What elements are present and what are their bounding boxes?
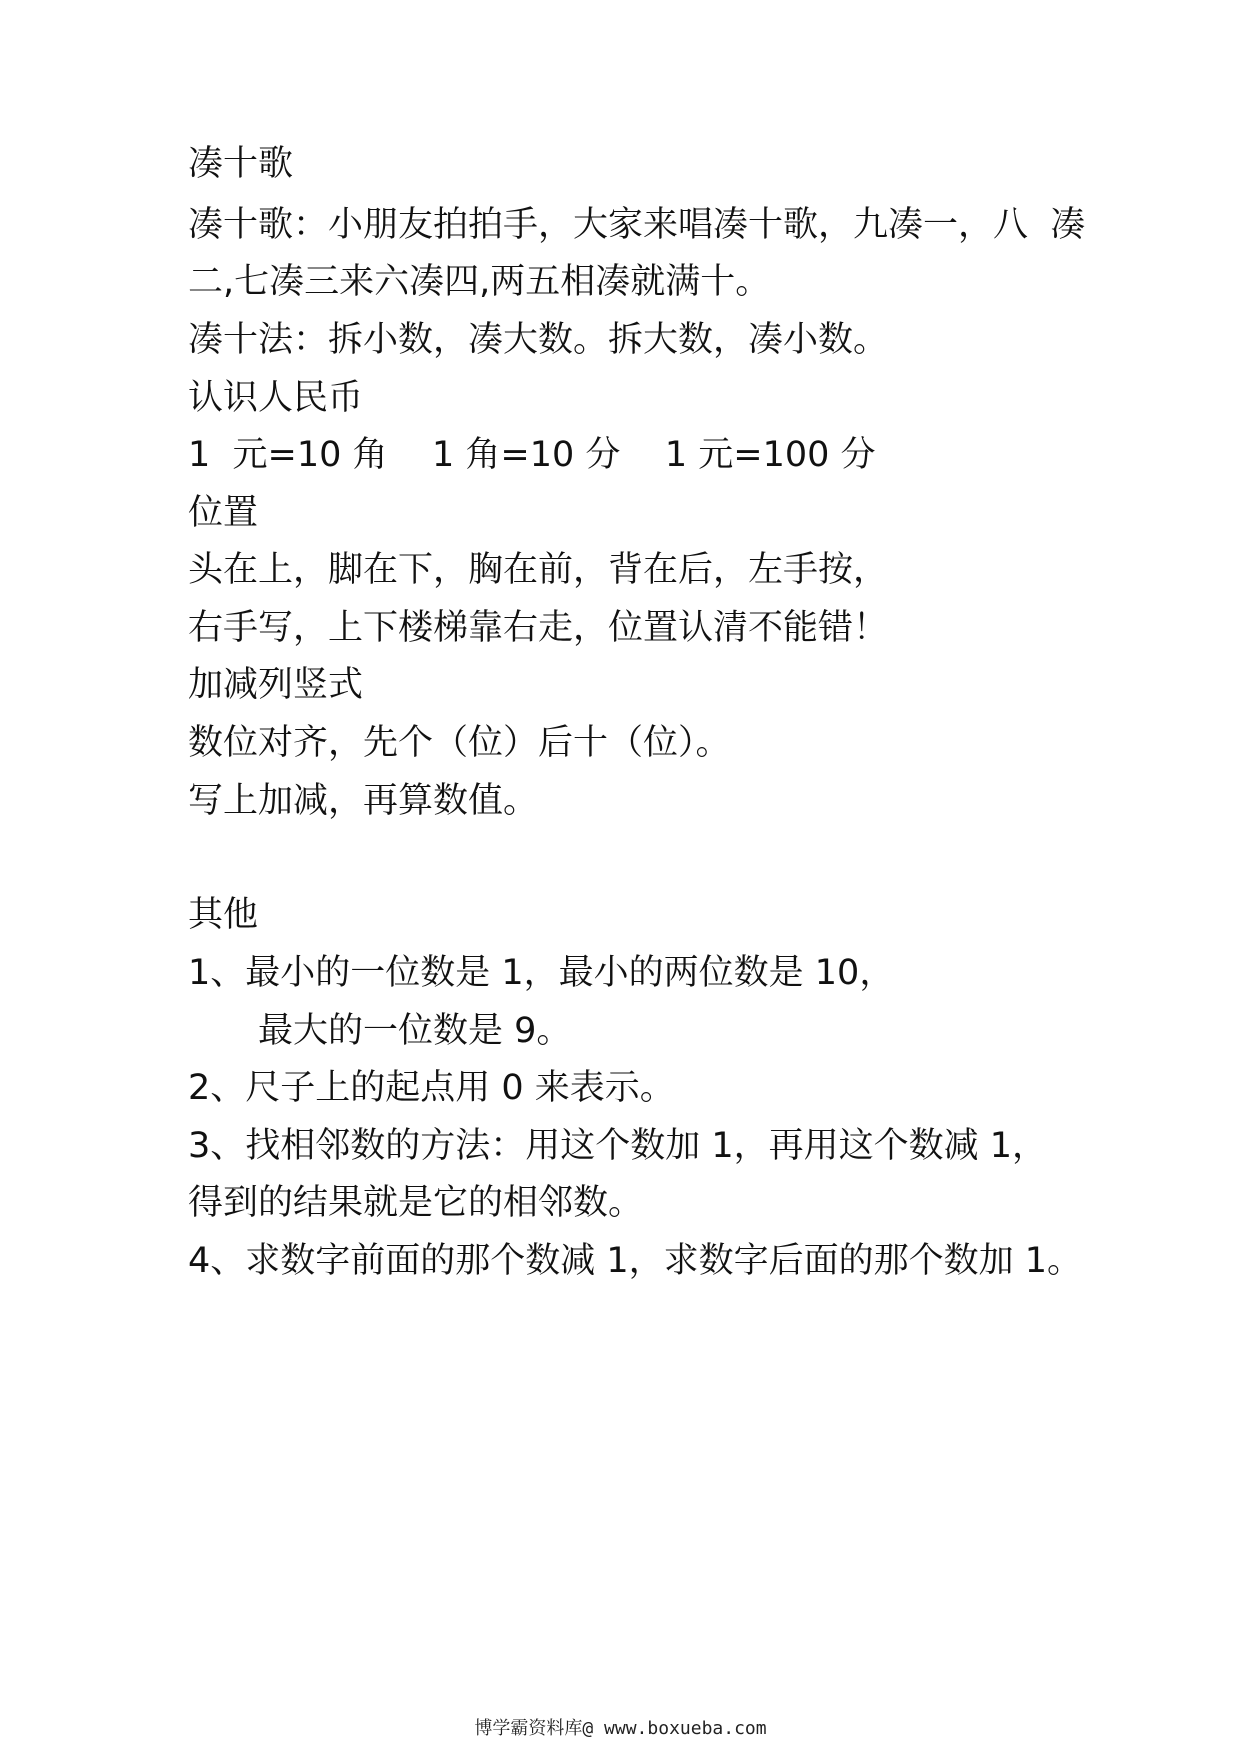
section-heading-renminbi: 认识人民币	[188, 378, 364, 418]
text-line: 二,七凑三来六凑四,两五相凑就满十。	[188, 262, 771, 302]
list-item-3-continued: 得到的结果就是它的相邻数。	[188, 1183, 644, 1223]
text-line: 1 元=10 角 1 角=10 分 1 元=100 分	[188, 435, 876, 475]
text-line: 右手写，上下楼梯靠右走，位置认清不能错！	[188, 608, 889, 648]
list-item-3: 3、找相邻数的方法：用这个数加 1，再用这个数减 1，	[188, 1126, 1048, 1166]
watermark-footer: 博学霸资料库@ www.boxueba.com	[474, 1718, 767, 1739]
section-heading-coushige: 凑十歌	[188, 144, 294, 184]
list-item-1-continued: 最大的一位数是 9。	[258, 1011, 572, 1051]
list-item-1: 1、最小的一位数是 1，最小的两位数是 10，	[188, 953, 895, 993]
section-heading-weizhi: 位置	[188, 493, 259, 533]
list-item-2: 2、尺子上的起点用 0 来表示。	[188, 1068, 675, 1108]
list-item-4: 4、求数字前面的那个数减 1，求数字后面的那个数加 1。	[188, 1241, 1083, 1281]
text-line: 凑十歌：小朋友拍拍手，大家来唱凑十歌，九凑一，八 凑	[188, 205, 1086, 245]
text-line: 写上加减，再算数值。	[188, 781, 539, 821]
text-line: 凑十法：拆小数，凑大数。拆大数，凑小数。	[188, 320, 889, 360]
text-line: 数位对齐，先个（位）后十（位）。	[188, 723, 731, 763]
text-line: 头在上，脚在下，胸在前，背在后，左手按，	[188, 550, 889, 590]
section-heading-shushi: 加减列竖式	[188, 665, 364, 705]
section-heading-qita: 其他	[188, 895, 259, 935]
